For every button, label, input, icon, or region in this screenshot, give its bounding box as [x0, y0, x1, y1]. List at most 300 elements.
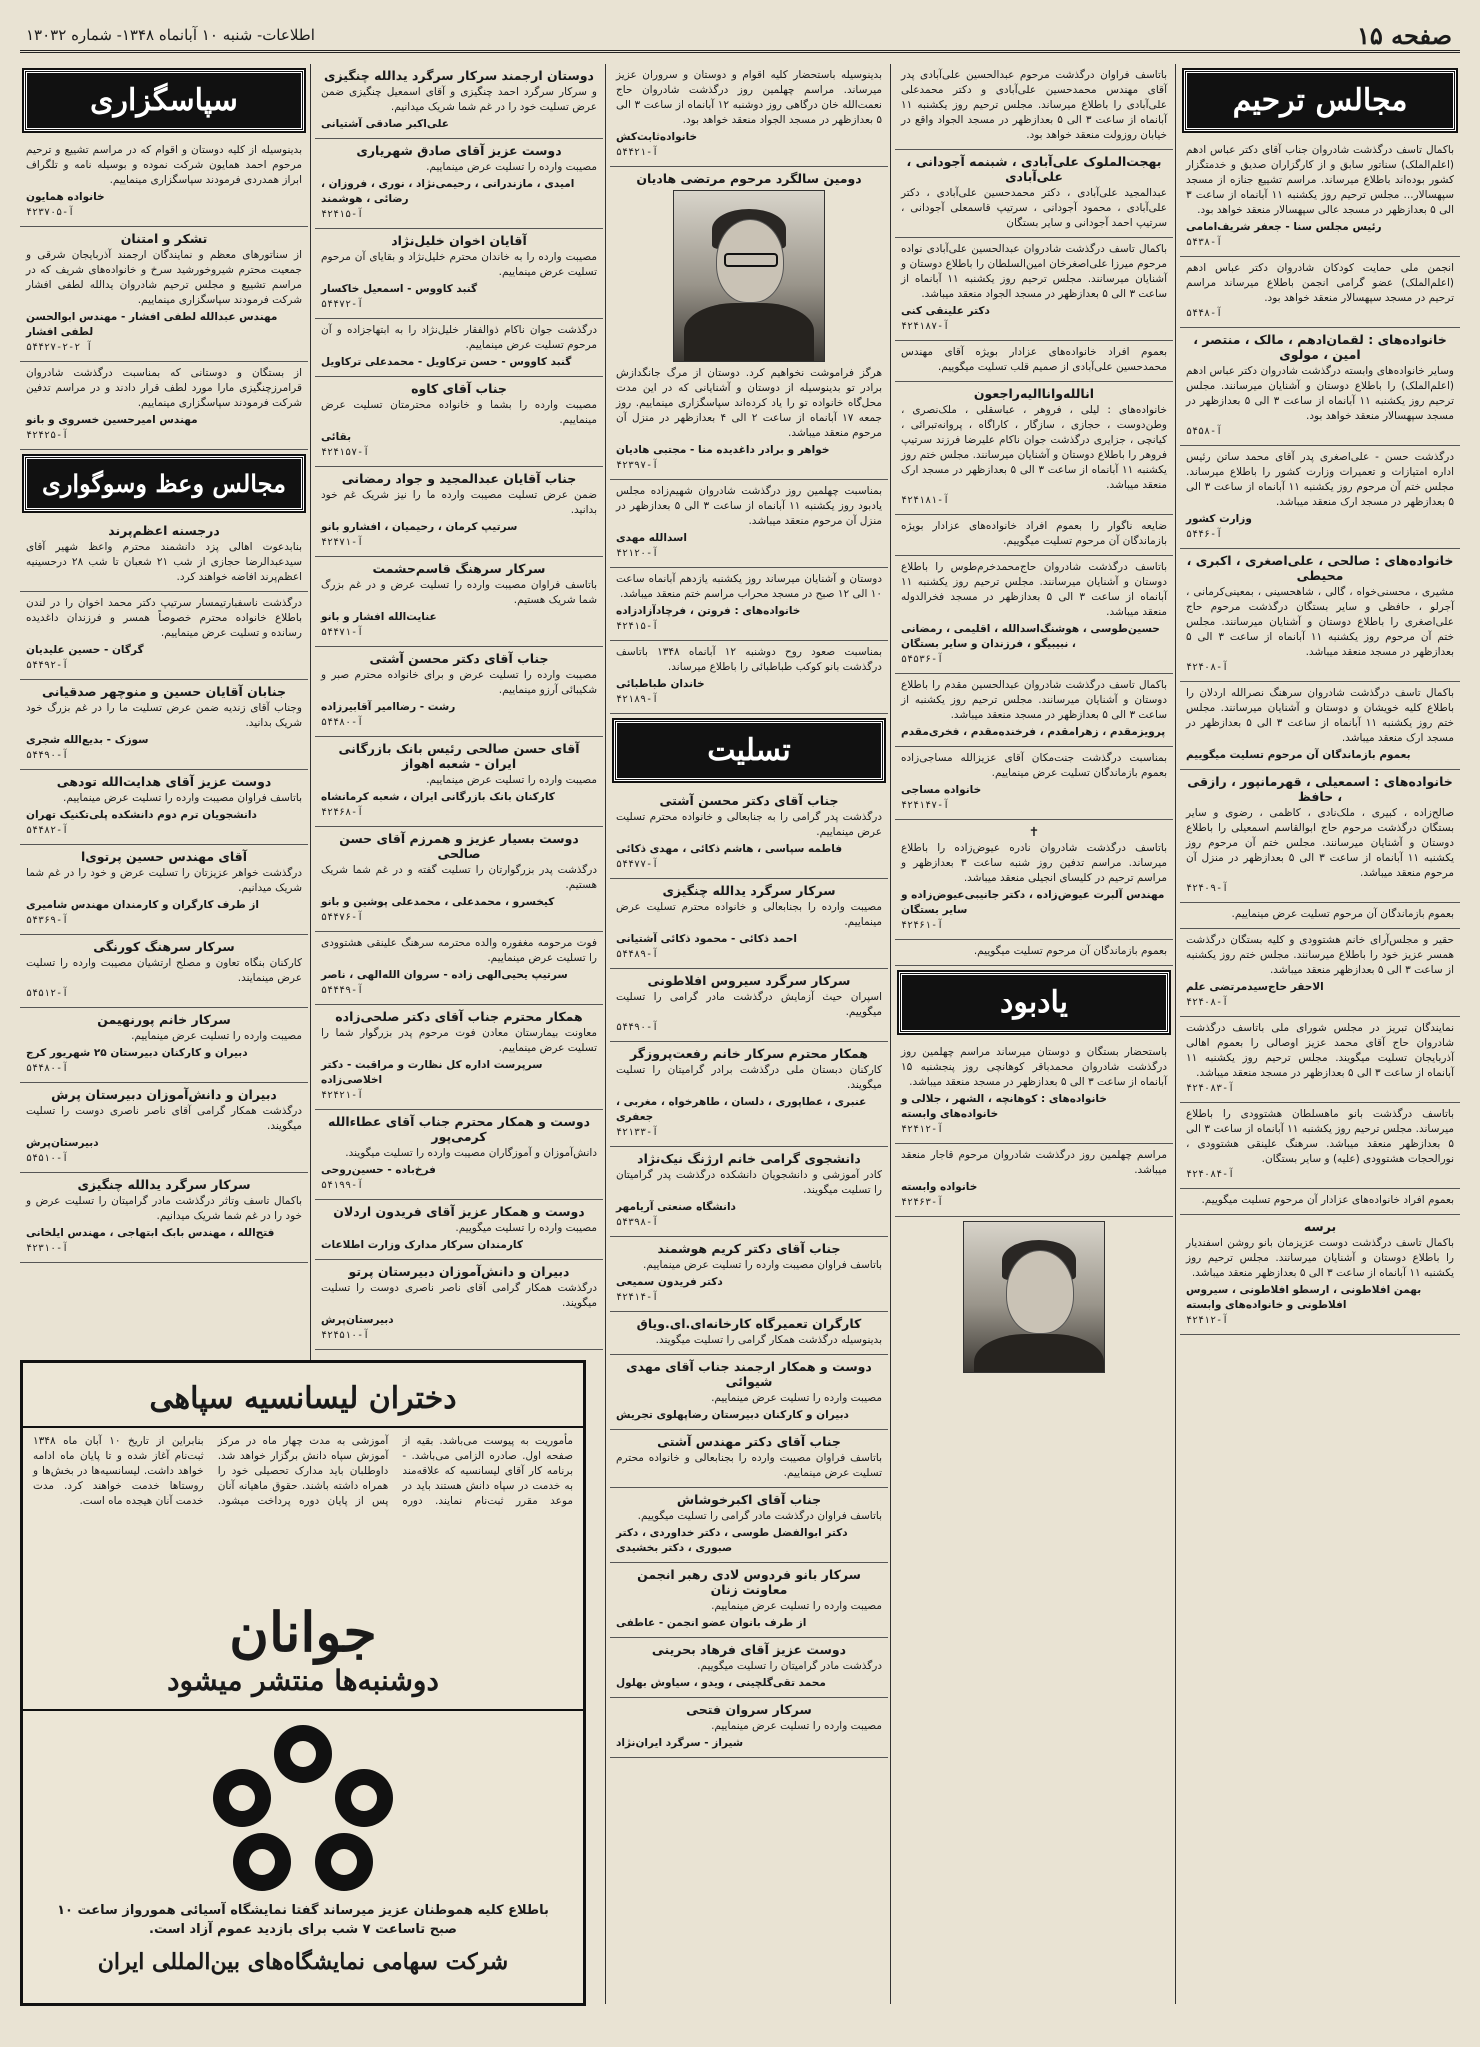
notice-list: [610, 789, 888, 1758]
notice: [20, 770, 308, 845]
notice-signature: از طرف بانوان عضو انجمن - عاطفی: [616, 1617, 807, 1629]
notice-heading: همکار محترم سرکار خانم رفعت‌پروزگر: [630, 1046, 868, 1061]
notice: [20, 1008, 308, 1083]
notice: [315, 737, 603, 827]
notice-body: مصیبت وارده را تسلیت عرض و برای خانواده محترم صبر و شکیبائی آرزو مینماییم.: [321, 669, 597, 696]
notice-body: بمناسبت چهلمین روز درگذشت شادروان شهیم‌زاده مجلس یادبود روز یکشنبه ۱۱ آبانماه از ساعت ۳ الی ۵ بعدازظهر در منزل آن مرحوم منعقد میباشد.: [616, 485, 882, 527]
notice: [20, 680, 308, 770]
notice-code: ۵۴۴۲۱-آ: [616, 147, 659, 158]
notice-code: ۴۲۴۲۵-آ: [26, 430, 69, 441]
notice-body: درگذشت همکار گرامی آقای ناصر ناصری دوست را تسلیت میگویند.: [26, 1105, 302, 1132]
notice-body: بدینوسیله باستحضار کلیه اقوام و دوستان و سروران عزیز میرساند. مراسم چهلمین روز درگذشت شادروان حاج نعمت‌الله خان درگاهی روز دوشنبه ۱۲ آبانماه از ساعت ۳ الی ۵ بعدازظهر در مسجد الجواد منعقد خواهد بود.: [616, 69, 882, 126]
notice-heading: سرکار بانو فردوس لادی رهبر انجمن معاونت زنان: [637, 1567, 861, 1597]
notice-body: باتاسف درگذشت شادروان حاج‌محمدخرم‌طوس را باطلاع دوستان و آشنایان میرسانند. مجلس ترحیم روز یکشنبه ۱۱ آبانماه از ساعت ۳ الی ۵ بعدازظهر در مسجد فخرالدوله منعقد میباشد.: [901, 561, 1167, 618]
notice: [610, 167, 888, 480]
notice: [610, 1698, 888, 1758]
notice-signature: بهمن افلاطونی ، ارسطو افلاطونی ، سیروس افلاطونی و خانواده‌های وابسته: [1186, 1284, 1422, 1311]
notice: [315, 1260, 603, 1350]
ad-javanan: جوانان: [229, 1600, 377, 1664]
notice-heading: جناب آقای اکبرخوشاش: [676, 1492, 822, 1507]
notice-heading: کارگران تعمیرگاه کارخانه‌ای.ای.ویاق: [636, 1316, 862, 1331]
section-title-tarhim: مجالس ترحیم: [1184, 70, 1456, 131]
notice-body: باکمال تاسف درگذشت شادروان عبدالحسین مقدم را باطلاع دوستان و آشنایان میرسانند. مجلس ترحیم روز یکشنبه از ساعت ۳ الی ۵ بعدازظهر در مسجد منعقد میباشد.: [901, 679, 1167, 721]
notice-signature: دانشگاه صنعتی آریامهر: [616, 1201, 736, 1213]
notice-list: [20, 139, 308, 450]
notice-heading: خانواده‌های : لقمان‌ادهم ، مالک ، منتصر ، امین ، مولوی: [1193, 332, 1447, 362]
notice: [610, 64, 888, 167]
notice: [610, 879, 888, 969]
notice-code: ۴۲۴۰۸-آ: [1186, 997, 1229, 1008]
notice-heading: جناب آقای دکتر کریم هوشمند: [657, 1241, 841, 1256]
notice: [895, 556, 1173, 674]
notice: [315, 467, 603, 557]
notice-code: ۵۴۳۸-آ: [1186, 237, 1223, 248]
notice-body: بعموم افراد خانواده‌های عزادار بویژه آقای مهندس محمدحسین علی‌آبادی از صمیم قلب تسلیت میگوییم.: [901, 346, 1167, 373]
notice: [315, 647, 603, 737]
notice: [610, 1147, 888, 1237]
notice-signature: پرویزمقدم ، زهرامقدم ، فرخنده‌مقدم ، فخری‌مقدم: [901, 726, 1166, 738]
notice-code: ۴۲۴۱۸۷-آ: [901, 321, 950, 332]
notice-list: [895, 64, 1173, 966]
notice-heading: دوست و همکار ارجمند جناب آقای مهدی شیوائی: [626, 1359, 872, 1389]
notice-body: درگذشت جوان ناکام ذوالفقار خلیل‌نژاد را به ابتهاجزاده و آن مرحوم تسلیت عرض مینماییم.: [321, 324, 597, 351]
notice-body: بعموم بازماندگان آن مرحوم تسلیت عرض مینماییم.: [1231, 908, 1454, 920]
notice-code: ۵۴۳۹۸-آ: [616, 1217, 659, 1228]
notice-body: بعموم بازماندگان آن مرحوم تسلیت میگوییم.: [973, 945, 1167, 957]
notice-heading: سرکار خانم پورنهیمن: [97, 1012, 231, 1027]
notice-code: ۵۴۴۹۰-آ: [616, 1022, 659, 1033]
notice-body: باتاسف درگذشت شادروان نادره عیوض‌زاده را باطلاع میرساند. مراسم تدفین روز شنبه ساعت ۳ بعدازظهر و مراسم ترحیم در کلیسای انجیلی منعقد میباشد.: [901, 842, 1167, 884]
notice-signature: بقائی: [321, 431, 352, 443]
notice-heading: درجسنه اعظم‌پرند: [108, 523, 220, 538]
notice-body: مصیبت وارده را به خاندان محترم خلیل‌نژاد و بقایای آن مرحوم تسلیت عرض مینماییم.: [321, 251, 597, 278]
notice: [895, 64, 1173, 150]
notice-body: ضمن عرض تسلیت مصیبت وارده ما را نیز شریک غم خود بدانید.: [321, 489, 597, 516]
notice-signature: اسدالله مهدی: [616, 532, 687, 544]
notice-code: ۴۲۴۰۸۳-آ: [1186, 1083, 1235, 1094]
column-sepas: [20, 64, 308, 1384]
notice-code: ۴۲۳۹۷-آ: [616, 460, 659, 471]
notice-code: ۵۴۴۸۰-آ: [26, 1063, 69, 1074]
notice-body: از بستگان و دوستانی که بمناسبت درگذشت شادروان قرامرزچنگیزی مارا مورد لطف قرار دادند و در مراسم تدفین شرکت فرمودند سپاسگزاری مینماییم.: [26, 367, 302, 409]
notice-code: ۴۲۴۶۸-آ: [321, 807, 364, 818]
notice-list: [895, 1041, 1173, 1217]
notice-body: باتاسف فراوان درگذشت مادر گرامی را تسلیت میگوییم.: [637, 1510, 882, 1522]
notice-body: باکمال تاسف درگذشت دوست عزیزمان بانو روشن اسفندیار را باطلاع دوستان و آشنایان میرسانند. مجلس ترحیم روز یکشنبه ۱۱ آبانماه از ساعت ۳ الی ۵ بعدازظهر منعقد میباشد.: [1186, 1237, 1454, 1279]
notice: [610, 1355, 888, 1430]
notice: [610, 789, 888, 879]
notice-body: خانواده‌های : لیلی ، فروهر ، عباسقلی ، ملک‌نصری ، وطن‌دوست ، حجازی ، سازگار ، کاراگاه ، پروانه‌تبرائی ، کیانچی ، جزایری درگذشت جوان ناکام علیرضا فرزند سرتیپ فروهر را باطلاع دوستان و آشنایان میرسانند. مجلس ختم روز یکشنبه ۱۱ آبانماه از ساعت ۳ الی ۵ بعدازظهر در مسجد ارک منعقد میباشد.: [901, 404, 1167, 491]
notice: [315, 64, 603, 139]
notice-list: [20, 519, 308, 1263]
notice-code: ۴۲۴۶۳-آ: [901, 1197, 944, 1208]
notice: [1180, 770, 1460, 903]
notice-body: معاونت بیمارستان معادن فوت مرحوم پدر بزرگوار شما را تسلیت عرض مینماییم.: [321, 1027, 597, 1054]
newspaper-page: [20, 20, 1460, 2030]
notice-code: ۵۴۴۸۹-آ: [616, 949, 659, 960]
notice-list: [1180, 139, 1460, 1335]
notice: [315, 932, 603, 1005]
notice: [610, 1638, 888, 1698]
notice-list: [315, 64, 603, 1350]
notice-body: اسپران حیث آزمایش درگذشت مادر گرامی را تسلیت میگوییم.: [616, 991, 882, 1018]
notice-signature: دبیران و کارکنان دبیرستان ۲۵ شهریور کرج: [26, 1047, 248, 1059]
notice-code: ۵۴۴۹۰-آ: [26, 750, 69, 761]
portrait-photo: [963, 1221, 1105, 1373]
notice-code: ۵۴۴۸-آ: [1186, 308, 1223, 319]
notice-signature: خاندان طباطبائی: [616, 678, 705, 690]
notice-heading: آقای مهندس حسین پرتوی‌ا: [80, 849, 248, 864]
notice-signature: فتح‌الله ، مهندس بابک ابتهاجی ، مهندس ایلخانی: [26, 1227, 275, 1239]
notice-body: باتاسف فراوان مصیبت وارده را تسلیت عرض و در غم بزرگ شما شریک هستیم.: [321, 579, 597, 606]
section-title-yadbud: یادبود: [899, 972, 1169, 1033]
notice: [1180, 1215, 1460, 1335]
notice-heading: دوست عزیز آقای صادق شهریاری: [356, 143, 562, 158]
notice: [895, 940, 1173, 966]
notice-signature: خانواده همایون: [26, 191, 105, 203]
notice-code: ۴۲۴۱۵-آ: [616, 621, 659, 632]
notice-signature: خانواده‌های : کوهانچه ، الشهر ، جلالی و خانواده‌های وابسته: [901, 1093, 1107, 1120]
notice: [315, 1110, 603, 1200]
notice-heading: خانواده‌های : صالحی ، علی‌اصغری ، اکبری ، محیطی: [1186, 553, 1454, 583]
notice-signature: سوزک - بدیع‌الله شجری: [26, 734, 149, 746]
ad-company: شرکت سهامی نمایشگاه‌های بین‌المللی ایران: [97, 1949, 509, 1975]
notice-body: درگذشت خواهر عزیزتان را تسلیت عرض و خود را در غم شما شریک میدانیم.: [26, 867, 302, 894]
notice-heading: دبیران و دانش‌آموزان دبیرستان پرش: [51, 1087, 277, 1102]
notice-body: باتاسف فراوان مصیبت وارده را تسلیت عرض مینماییم.: [643, 1259, 882, 1271]
notice-heading: دوست عزیز آقای هدایت‌الله تودهی: [56, 774, 272, 789]
notice-signature: گرگان - حسین علیدیان: [26, 644, 144, 656]
notice: [20, 362, 308, 450]
notice-heading: آقایان اخوان خلیل‌نژاد: [391, 233, 527, 248]
notice-signature: خانواده مساجی: [901, 784, 982, 796]
notice-code: ۴۲۴۶۱-آ: [901, 920, 944, 931]
notice: [610, 568, 888, 641]
notice: [315, 319, 603, 377]
bottom-advertisement: [20, 1360, 586, 2006]
notice-signature: خانواده‌های : فروتن ، فرچاد‌آزادزاده: [616, 605, 801, 617]
notice-heading: دومین سالگرد مرحوم مرتضی هادیان: [636, 171, 862, 186]
notice-code: ۵۴۵۱۲-آ: [26, 988, 69, 999]
column-rule: [310, 64, 311, 1384]
notice-code: ۴۲۴۱۲-آ: [901, 1124, 944, 1135]
notice-code: ۴۲۴۱۵۷-آ: [321, 447, 370, 458]
notice-body: کادر آموزشی و دانشجویان دانشکده درگذشت پدر گرامیتان را تسلیت میگویند.: [616, 1169, 882, 1196]
notice-code: ۴۲۴۱۵-آ: [321, 209, 364, 220]
notice-signature: شیراز - سرگرد ایران‌نژاد: [616, 1737, 744, 1749]
notice-heading: ✝: [1028, 824, 1040, 839]
notice-body: باکمال تاسف درگذشت شادروان عبدالحسین علی‌آبادی نواده مرحوم میرزا علی‌اصغرخان امین‌السلطان را باطلاع دوستان و آشنایان میرسانند. مجلس ترحیم روز یکشنبه ۱۱ آبانماه از ساعت ۳ الی ۵ بعدازظهر در مسجد الجواد منعقد میباشد.: [901, 243, 1167, 300]
page-number: صفحه ۱۵: [1356, 20, 1452, 50]
notice-heading: برسه: [1303, 1219, 1337, 1234]
notice-body: بنابدعوت اهالی پزد دانشمند محترم واعظ شهیر آقای سیدعبدالرضا حجازی از شب ۲۱ شعبان تا شب ۲۸ درحسینیه اعظم‌پرند افاضه خواهند کرد.: [26, 541, 302, 583]
portrait-photo: [673, 190, 825, 362]
notice-body: عبدالمجید علی‌آبادی ، دکتر محمدحسین علی‌آبادی ، دکتر علی‌آبادی ، محمود آجودانی ، سرتیپ قاسمعلی آجودانی ، سرتیپ احمد آجودانی و سایر بستگان: [901, 187, 1167, 229]
column-notices-4: [315, 64, 603, 1384]
notice-code: ۵۴۴۶-آ: [1186, 529, 1223, 540]
notice-heading: دبیران و دانش‌آموزان دبیرستان پرتو: [348, 1264, 570, 1279]
notice-signature: کارکنان بانک بازرگانی ایران ، شعبه کرمانشاه: [321, 791, 555, 803]
notice-heading: جناب آقای دکتر محسن آشتی: [369, 651, 549, 666]
notice-body: درگذشت پدر گرامی را به جنابعالی و خانواده محترم تسلیت عرض مینماییم.: [616, 811, 882, 838]
notice: [895, 1041, 1173, 1144]
notice-code: ۴۲۴۱۴۷-آ: [901, 800, 950, 811]
notice: [315, 1005, 603, 1110]
notice-heading: دانشجوی گرامی خانم ارژنگ نیک‌نژاد: [637, 1151, 861, 1166]
section-title-sepas: سپاسگزاری: [24, 70, 304, 131]
notice-body: هرگز فراموشت نخواهیم کرد. دوستان از مرگ جانگدازش برادر تو بدینوسیله از دوستان و آشنایانی که در این مدت محل‌گاه خانواده تو را یاد کرده‌اند سپاسگزاری مینماییم. روز جمعه ۱۷ آبانماه از ساعت ۲ الی ۴ بعدازظهر در منزل آن مرحوم منعقد میباشد.: [616, 367, 883, 439]
notice-code: ۴۲۳۱۰-آ: [26, 1243, 69, 1254]
notice-signature: دبیرستان‌پرش: [321, 1314, 394, 1326]
notice-body: صالح‌زاده ، کبیری ، ملک‌نادی ، کاظمی ، رضوی و سایر بستگان درگذشت مرحوم حاج ابوالقاسم اسمعیلی را باطلاع دوستان و آشنایان میرسانند. مجلس ختم آن مرحوم روز یکشنبه ۱۱ آبانماه از ساعت ۳ الی ۵ بعدازظهر در منزل آن مرحوم منعقد میباشد.: [1186, 807, 1454, 879]
notice-signature: گنبد کاووس - اسمعیل خاکسار: [321, 283, 478, 295]
notice: [1180, 139, 1460, 257]
column-rule: [605, 64, 606, 2004]
column-tarhim: [1180, 64, 1460, 2014]
notice: [315, 139, 603, 229]
notice-body: بعموم افراد خانواده‌های عزادار آن مرحوم تسلیت میگوییم.: [1201, 1194, 1454, 1206]
notice-signature: کارمندان سرکار مدارک وزارت اطلاعات: [321, 1239, 523, 1251]
notice-heading: جناب آقای دکتر مهندس آشتی: [657, 1434, 841, 1449]
notice: [20, 1173, 308, 1263]
notice: [1180, 929, 1460, 1017]
notice-code: ۵۴۴۴۹-آ: [321, 985, 364, 996]
notice: [315, 557, 603, 647]
notice-signature: حسین‌طوسی ، هوشنگ‌اسدالله ، اقلیمی ، رمضانی ، نبیبیگو ، فرزندان و سایر بستگان: [901, 623, 1160, 650]
notice-body: بمناسبت درگذشت جنت‌مکان آقای عزیزالله مساجی‌زاده بعموم بازماندگان تسلیت عرض مینماییم.: [901, 752, 1167, 779]
notice-heading: بهجت‌الملوک علی‌آبادی ، شبنمه آجودانی ، علی‌آبادی: [906, 154, 1162, 184]
notice-signature: دانشجویان ترم دوم دانشکده پلی‌تکنیک تهران: [26, 809, 257, 821]
notice-signature: سرتیپ کرمان ، رحیمیان ، افشارو بانو: [321, 521, 518, 533]
notice: [610, 641, 888, 714]
notice: [610, 969, 888, 1042]
notice: [1180, 682, 1460, 770]
notice-body: درگذشت مادر گرامیتان را تسلیت میگوییم.: [697, 1660, 882, 1672]
ad-body: مأموریت به پیوست می‌باشد. بقیه از صفحه اول. صادره الزامی می‌باشد. - برنامه کار آقای لیسانسیه که علاقه‌مند به خدمت در سپاه دانش هستند باید در موعد مقرر ثبت‌نام نمایند. دوره آموزشی به مدت چهار ماه در مرکز آموزش سپاه دانش برگزار خواهد شد. داوطلبان باید مدارک تحصیلی خود را همراه داشته باشند. حقوق ماهیانه آنان پس از پایان دوره پرداخت میشود. بنابراین از تاریخ ۱۰ آبان ماه ۱۳۴۸ ثبت‌نام آغاز شده و تا پایان ماه ادامه خواهد داشت. لیسانسیه‌ها در بخش‌ها و روستاها خدمت خواهند کرد. مدت خدمت آنان هیجده ماه است.: [33, 1435, 573, 1507]
notice: [610, 1430, 888, 1488]
notice: [20, 519, 308, 592]
notice-body: فوت مرحومه مغفوره والده محترمه سرهنگ علینقی هشتوودی را تسلیت عرض مینماییم.: [321, 937, 597, 964]
notice: [610, 1312, 888, 1355]
section-title-vaz: مجالس وعظ وسوگواری: [24, 456, 304, 511]
notice-signature: عنبری ، عطاپوری ، دلسان ، طاهرخواه ، مغربی ، جعفری: [616, 1096, 867, 1123]
notice-signature: بعموم بازماندگان آن مرحوم تسلیت میگوییم: [1186, 749, 1411, 761]
ad-javanan-sub: دوشنبه‌ها منتشر میشود: [23, 1664, 583, 1711]
notice: [610, 480, 888, 568]
notice-heading: دوست و همکار عزیز آقای فریدون اردلان: [333, 1204, 585, 1219]
notice: [895, 382, 1173, 515]
notice-body: کارکنان دبستان ملی درگذشت برادر گرامیتان را تسلیت میگویند.: [616, 1064, 882, 1091]
notice-signature: فرخ‌باده - حسین‌روحی: [321, 1164, 436, 1176]
notice-signature: عنایت‌الله افشار و بانو: [321, 611, 437, 623]
notice-code: ۵۴۵۳۶-آ: [901, 654, 944, 665]
notice-heading: سرکار سروان فتحی: [686, 1702, 812, 1717]
notice-heading: خانواده‌های : اسمعیلی ، قهرمانپور ، رازقی ، حافظ: [1187, 774, 1453, 804]
exhibition-logo-icon: [203, 1725, 403, 1895]
section-title-taslit: تسلیت: [614, 720, 884, 781]
notice-code: ۵۴۴۷۱-آ: [321, 627, 364, 638]
notice-body: درگذشت پدر بزرگوارتان را تسلیت گفته و در غم شما شریک هستیم.: [321, 864, 597, 891]
notice: [1180, 549, 1460, 682]
notice-signature: دکتر ابوالفضل طوسی ، دکتر خداوردی ، دکتر صبوری ، دکتر بخشیدی: [616, 1527, 848, 1554]
notice-signature: احمد ذکائی - محمود ذکائی آشتیانی: [616, 933, 797, 945]
notice: [1180, 446, 1460, 549]
notice-signature: علی‌اکبر صادقی آشتیانی: [321, 118, 449, 130]
notice-body: وسایر خانواده‌های وابسته درگذشت شادروان دکتر عباس ادهم (اعلم‌الملک) را باطلاع دوستان و آشنایان میرسانند. مجلس ترحیم روز یکشنبه ۱۱ آبانماه از ساعت ۳ الی ۵ بعدازظهر در مسجد سپهسالار منعقد خواهد بود.: [1186, 365, 1454, 422]
notice: [1180, 1103, 1460, 1189]
notice-body: مصیبت وارده را بجنابعالی و خانواده محترم تسلیت عرض مینماییم.: [616, 901, 882, 928]
notice: [895, 747, 1173, 820]
notice-body: وجناب آقای زندیه ضمن عرض تسلیت ما را در غم بزرگ خود شریک بدانید.: [26, 702, 302, 729]
notice: [1180, 1017, 1460, 1103]
notice-heading: دوستان ارجمند سرکار سرگرد یدالله چنگیزی: [324, 68, 594, 83]
notice-body: مصیبت وارده را تسلیت عرض مینماییم.: [131, 1030, 302, 1042]
notice-code: ۵۴۳۶۹-آ: [26, 915, 69, 926]
notice: [20, 227, 308, 362]
notice: [20, 935, 308, 1008]
notice: [1180, 257, 1460, 328]
notice-code: ۵۴۴۹۲-آ: [26, 660, 69, 671]
notice-signature: وزارت کشور: [1186, 513, 1252, 525]
notice: [895, 515, 1173, 556]
notice-signature: دبیران و کارکنان دبیرستان رضاپهلوی تجریش: [616, 1409, 849, 1421]
notice-list: [610, 64, 888, 714]
notice-signature: خواهر و برادر داغدیده منا - مجتبی هادیان: [616, 444, 830, 456]
notice: [315, 827, 603, 932]
masthead: [20, 20, 1460, 53]
notice-code: ۴۲۳۷۰۵-آ: [26, 207, 75, 218]
notice-body: حقیر و مجلس‌آرای خانم هشتوودی و کلیه بستگان درگذشت همسر عزیز خود را باطلاع میرسانند. مجلس ختم روز یکشنبه از ساعت ۳ الی ۵ بعدازظهر منعقد میباشد.: [1186, 934, 1454, 976]
notice-code: ۴۲۱۳۳-آ: [616, 1127, 659, 1138]
notice-signature: سرتیپ یحیی‌الهی زاده - سروان الله‌الهی ، ناصر: [321, 969, 568, 981]
notice-body: باتاسف درگذشت بانو ماهسلطان هشتوودی را باطلاع میرساند. مجلس ترحیم روز یکشنبه ۱۱ آبانماه از ساعت ۳ الی ۵ بعدازظهر منعقد میباشد. سرهنگ علینقی هشتوودی ، نورالحجات هشتوودی (علیه) و سایر بستگان.: [1186, 1108, 1454, 1165]
notice: [20, 845, 308, 935]
notice-heading: همکار محترم جناب آقای دکتر صلحی‌زاده: [335, 1009, 583, 1024]
notice-signature: الاحقر حاج‌سیدمرتضی علم: [1186, 981, 1324, 993]
notice: [20, 1083, 308, 1173]
ad-title: دختران لیسانسیه سپاهی: [23, 1381, 583, 1428]
notice-heading: جناب آقای دکتر محسن آشتی: [659, 793, 839, 808]
notice-code: ۴۲۴۵۱۰-آ: [321, 1330, 370, 1341]
notice-body: باتاسف فراوان مصیبت وارده را بجنابعالی و خانواده محترم تسلیت عرض مینماییم.: [616, 1452, 882, 1479]
notice-signature: مهندس امیرحسین خسروی و بانو: [26, 414, 198, 426]
column-rule: [890, 64, 891, 2004]
notice-code: ۴۲۴۱۸۱-آ: [901, 495, 950, 506]
notice-heading: سرکار سرگرد سیروس افلاطونی: [647, 973, 851, 988]
notice-body: باستحضار بستگان و دوستان میرساند مراسم چهلمین روز درگذشت شادروان محمدباقر کوهانچی روز پنجشنبه ۱۵ آبانماه از ساعت ۳ الی ۵ بعدازظهر در مسجد منعقد میباشد.: [901, 1046, 1167, 1088]
notice-code: ۴۲۴۰۸۴-آ: [1186, 1169, 1235, 1180]
notice-body: دانش‌آموزان و آموزگاران مصیبت وارده را تسلیت میگویند.: [345, 1147, 597, 1159]
notice-signature: سرپرست اداره کل نظارت و مراقبت - دکتر اخلاصی‌زاده: [321, 1059, 543, 1086]
notice-heading: سرکار سرهنگ قاسم‌حشمت: [372, 561, 546, 576]
notice-code: ۵۴۴۲۷-آ ۲-۲: [26, 342, 93, 353]
notice: [895, 238, 1173, 341]
notice-body: انجمن ملی حمایت کودکان شادروان دکتر عباس ادهم (اعلم‌الملک) عضو گرامی انجمن باطلاع میرساند مراسم ترحیم در مسجد سپهسالار منعقد خواهد بود.: [1186, 262, 1454, 304]
notice: [610, 1237, 888, 1312]
notice: [610, 1563, 888, 1638]
notice-signature: دکتر علینقی کنی: [901, 305, 990, 317]
notice: [20, 139, 308, 227]
notice-heading: دوست عزیز آقای فرهاد بحرینی: [651, 1642, 847, 1657]
notice-signature: خانواده‌ثابت‌کش: [616, 131, 698, 143]
notice-body: کارکنان بنگاه تعاون و مصلح ارتشیان مصیبت وارده را تسلیت عرض مینمایند.: [26, 957, 302, 984]
notice-body: بدینوسیله از کلیه دوستان و اقوام که در مراسم تشییع و ترحیم مرحوم احمد همایون شرکت نموده و بوسیله نامه و تلگراف ابراز همدردی فرمودند سپاسگزاری مینماییم.: [26, 144, 302, 186]
notice-heading: دوست و همکار محترم جناب آقای عطاءالله کرمی‌پور: [327, 1114, 591, 1144]
notice-body: مصیبت وارده را تسلیت میگوییم.: [455, 1222, 597, 1234]
notice-signature: دکتر فریدون سمیعی: [616, 1276, 723, 1288]
notice-body: ضایعه ناگوار را بعموم افراد خانواده‌های عزادار بویژه بازماندگان آن مرحوم تسلیت میگوییم.: [901, 520, 1167, 547]
notice-heading: جنابان آقایان حسین و منوچهر صدقیانی: [41, 684, 287, 699]
notice: [895, 674, 1173, 747]
notice-body: مراسم چهلمین روز درگذشت شادروان مرحوم قاجار منعقد میباشد.: [901, 1149, 1167, 1176]
notice-code: ۵۴۵۸-آ: [1186, 426, 1223, 437]
notice-code: ۴۲۴۲۱-آ: [321, 1090, 364, 1101]
notice-body: مشیری ، محسنی‌خواه ، گالی ، شاهحسینی ، بمعینی‌کرمانی ، آجرلو ، حافظی و سایر بستگان درگذشت مرحوم حاج علی‌اصغری را باطلاع دوستان و آشنایان میرسانند. مجلس ختم آن مرحوم روز یکشنبه ۱۱ آبانماه از ساعت ۳ الی ۵ بعدازظهر در مسجد منعقد میباشد.: [1186, 586, 1454, 658]
notice-code: ۵۴۵۱۰-آ: [26, 1153, 69, 1164]
notice: [610, 1488, 888, 1563]
notice-code: ۴۲۴۷۱-آ: [321, 537, 364, 548]
notice-code: ۴۲۱۲۰-آ: [616, 548, 659, 559]
notice: [895, 341, 1173, 382]
notice-body: درگذشت حسن - علی‌اصغری پدر آقای محمد ساتن رئیس اداره امتیازات و تعمیرات وزارت کشور را باطلاع میرساند. مجلس ختم آن مرحوم روز یکشنبه ۱۱ آبانماه از ساعت ۳ الی ۵ بعدازظهر در مسجد ارک منعقد میباشد.: [1186, 451, 1454, 508]
notice-heading: سرکار سرگرد یدالله چنگیزی: [662, 883, 836, 898]
column-notices-2: [895, 64, 1173, 2014]
notice-code: ۴۲۱۸۹-آ: [616, 694, 659, 705]
notice: [1180, 1189, 1460, 1215]
notice-code: ۵۴۴۷۷-آ: [616, 859, 659, 870]
notice-body: باتاسف فراوان درگذشت مرحوم عبدالحسین علی‌آبادی پدر آقای مهندس محمدحسین علی‌آبادی و دکتر محمدعلی علی‌آبادی را باطلاع میرساند. مجلس ترحیم روز یکشنبه ۱۱ آبانماه از ساعت ۳ الی ۵ بعدازظهر در مسجد الجواد واقع در خیابان روزولت منعقد خواهد بود.: [901, 69, 1167, 141]
notice-body: مصیبت وارده را تسلیت عرض مینماییم.: [711, 1392, 882, 1404]
notice-signature: خانواده وابسته: [901, 1181, 978, 1193]
notice-signature: مهندس عبدالله لطفی افشار - مهندس ابوالحسن لطفی افشار: [26, 311, 278, 338]
notice-signature: فاطمه سپاسی ، هاشم ذکائی ، مهدی ذکائی: [616, 843, 843, 855]
notice-code: ۴۲۴۱۴-آ: [616, 1292, 659, 1303]
notice-signature: محمد تقی‌گلچینی ، ویدو ، سیاوش بهلول: [616, 1677, 826, 1689]
notice-body: درگذشت همکار گرامی آقای ناصر ناصری دوست را تسلیت میگویند.: [321, 1282, 597, 1309]
notice-heading: سرکار سرگرد یدالله چنگیزی: [77, 1177, 251, 1192]
notice-heading: سرکار سرهنگ کورنگی: [93, 939, 235, 954]
notice-signature: از طرف کارگران و کارمندان مهندس شامیری: [26, 899, 260, 911]
notice-body: مصیبت وارده را تسلیت عرض مینماییم.: [426, 161, 597, 173]
notice-code: ۴۲۴۰۸-آ: [1186, 662, 1229, 673]
notice-body: از سناتورهای معظم و نمایندگان ارجمند آذربایجان شرقی و جمعیت محترم شیروخورشید سرخ و خانواده‌های شریف که در مراسم تشییع و مجلس ترحیم شادروان یدالله لطفی افشار شرکت فرمودند سپاسگزاری مینماییم.: [26, 249, 302, 306]
notice-heading: جناب آقایان عبدالمجید و جواد رمضانی: [341, 471, 577, 486]
notice-heading: آقای حسن صالحی رئیس بانک بازرگانی ایران - شعبه اهواز: [338, 741, 580, 771]
notice-signature: رشت - رضاامیر آقابیرزاده: [321, 701, 456, 713]
notice-body: باکمال تاسف درگذشت شادروان سرهنگ نصرالله اردلان را باطلاع کلیه خویشان و دوستان و آشنایان میرسانند. مجلس ختم روز یکشنبه ۱۱ آبانماه از ساعت ۳ الی ۵ بعدازظهر در مسجد ارک منعقد میباشد.: [1186, 687, 1454, 744]
notice: [895, 820, 1173, 940]
notice-code: ۵۴۴۷۲-آ: [321, 299, 364, 310]
notice-body: بدینوسیله درگذشت همکار گرامی را تسلیت میگویند.: [655, 1334, 882, 1346]
notice-signature: کیخسرو ، محمدعلی ، محمدعلی پوشین و بانو: [321, 896, 555, 908]
column-notices-3: [610, 64, 888, 2014]
notice-signature: مهندس آلبرت عیوض‌زاده ، دکتر جانیبی‌عیوض‌زاده و سایر بستگان: [901, 889, 1165, 916]
notice-body: مصیبت وارده را بشما و خانواده محترمتان تسلیت عرض مینماییم.: [321, 399, 597, 426]
notice-body: و سرکار سرگرد احمد چنگیزی و آقای اسمعیل چنگیزی ضمن عرض تسلیت خود را در غم شما شریک میدانیم.: [321, 86, 597, 113]
notice-signature: گنبد کاووس - حسن ترکاویل - محمدعلی ترکاویل: [321, 356, 572, 368]
notice-signature: امیدی ، مازندرانی ، رحیمی‌نژاد ، نوری ، فروزان ، رضائی ، هوشمند: [321, 178, 575, 205]
notice-code: ۵۴۴۸۰-آ: [321, 717, 364, 728]
notice-body: درگذشت ناسفبارتیمسار سرتیپ دکتر محمد اخوان را در لندن باطلاع خانواده محترم خصوصاً همسر و فرزندان داغدیده رسانده و تسلیت عرض مینماییم.: [26, 597, 302, 639]
notice-heading: تشکر و امتنان: [120, 231, 208, 246]
notice-heading: دوست بسیار عزیز و همرزم آقای حسن صالحی: [339, 831, 579, 861]
notice-body: مصیبت وارده را تسلیت عرض مینماییم.: [711, 1600, 882, 1612]
dateline: اطلاعات- شنبه ۱۰ آبانماه ۱۳۴۸- شماره ۱۳۰۳۲: [26, 26, 315, 44]
notice: [895, 1144, 1173, 1217]
notice-body: باتاسف فراوان مصیبت وارده را تسلیت عرض مینماییم.: [63, 792, 302, 804]
notice-heading: جناب آقای کاوه: [411, 381, 507, 396]
notice-code: ۵۴۱۹۹-آ: [321, 1180, 364, 1191]
